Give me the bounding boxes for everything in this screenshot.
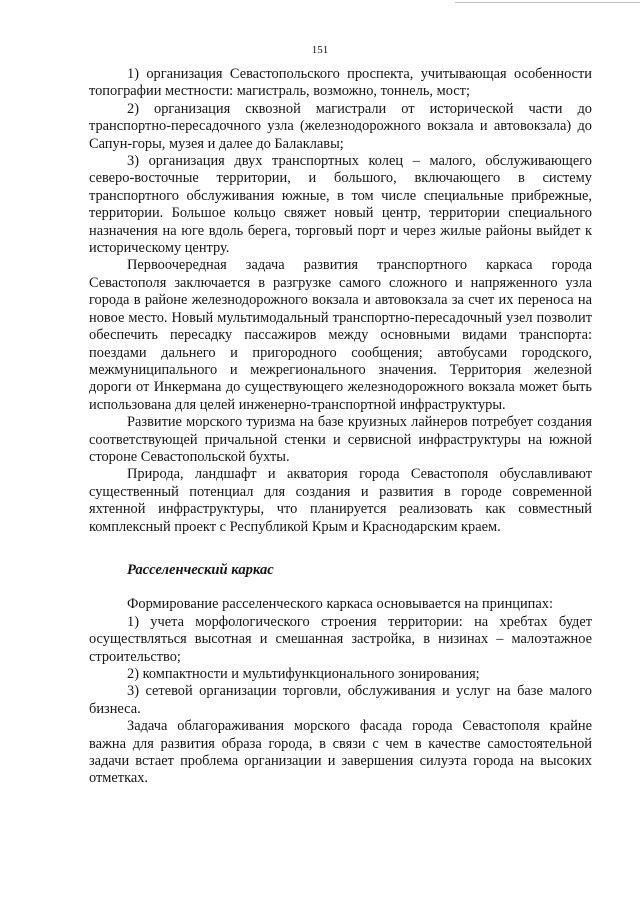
paragraph-sea-facade: Задача облагораживания морского фасада города Севастополя крайне важна для развития образа города, в связи с чем в качестве самостоятельной задачи встает проблема организации и завершения силуэта города на высоких отметках. (89, 718, 592, 787)
list-item-3: 3) организация двух транспортных колец – малого, обслуживающего северо-восточные территории, и большого, включающего в систему транспортного обслуживания южные, в том числе специальные прибрежные, территории. Большое кольцо свяжет новый центр, территории специального назначения на юге вдоль берега, торговый порт и через жилые районы выйдет к историческому центру. (89, 153, 592, 257)
paragraph-sea-tourism: Развитие морского туризма на базе круизных лайнеров потребует создания соответствующей причальной стенки и сервисной инфраструктуры на южной стороне Севастопольской бухты. (89, 414, 592, 465)
principle-item-1: 1) учета морфологического строения территории: на хребтах будет осуществляться высотная и смешанная застройка, в низинах – малоэтажное строительство; (89, 613, 592, 665)
principle-item-2: 2) компактности и мультифункционального зонирования; (127, 666, 480, 682)
list-item-1: 1) организация Севастопольского проспекта, учитывающая особенности топографии местности: магистраль, возможно, тоннель, мост; (89, 66, 592, 100)
paragraph-yacht-infrastructure: Природа, ландшафт и акватория города Севастополя обуславливают существенный потенциал для создания и развития в городе современной яхтенной инфраструктуры, что планируется реализовать как совместный комплексный проект с Республикой Крым и Краснодарским краем. (89, 466, 592, 535)
list-item-2: 2) организация сквозной магистрали от исторической части до транспортно-пересадочного узла (железнодорожного вокзала и автовокзала) до Сапун-горы, музея и далее до Балаклавы; (89, 100, 592, 152)
paragraph-principles-intro: Формирование расселенческого каркаса основывается на принципах: (127, 596, 553, 613)
section-heading: Расселенческий каркас (127, 561, 274, 578)
paragraph-priority-task: Первоочередная задача развития транспортного каркаса города Севастополя заключается в разгрузке самого сложного и напряженного узла города в районе железнодорожного вокзала и автовокзала за счет их переноса на новое место. Новый мультимодальный транспортно-пересадочный узел позволит обеспечить пересадку пассажиров между основными видами транспорта: поездами дальнего и пригородного сообщения; автобусами городского, межмуниципального и межрегионального значения. Территория железной дороги от Инкермана до существующего железнодорожного вокзала может быть использована для целей инженерно-транспортной инфраструктуры. (89, 257, 592, 413)
top-edge-line (455, 2, 640, 3)
document-body (89, 66, 592, 788)
page-number: 151 (311, 44, 329, 56)
principle-item-3: 3) сетевой организации торговли, обслуживания и услуг на базе малого бизнеса. (89, 683, 592, 717)
